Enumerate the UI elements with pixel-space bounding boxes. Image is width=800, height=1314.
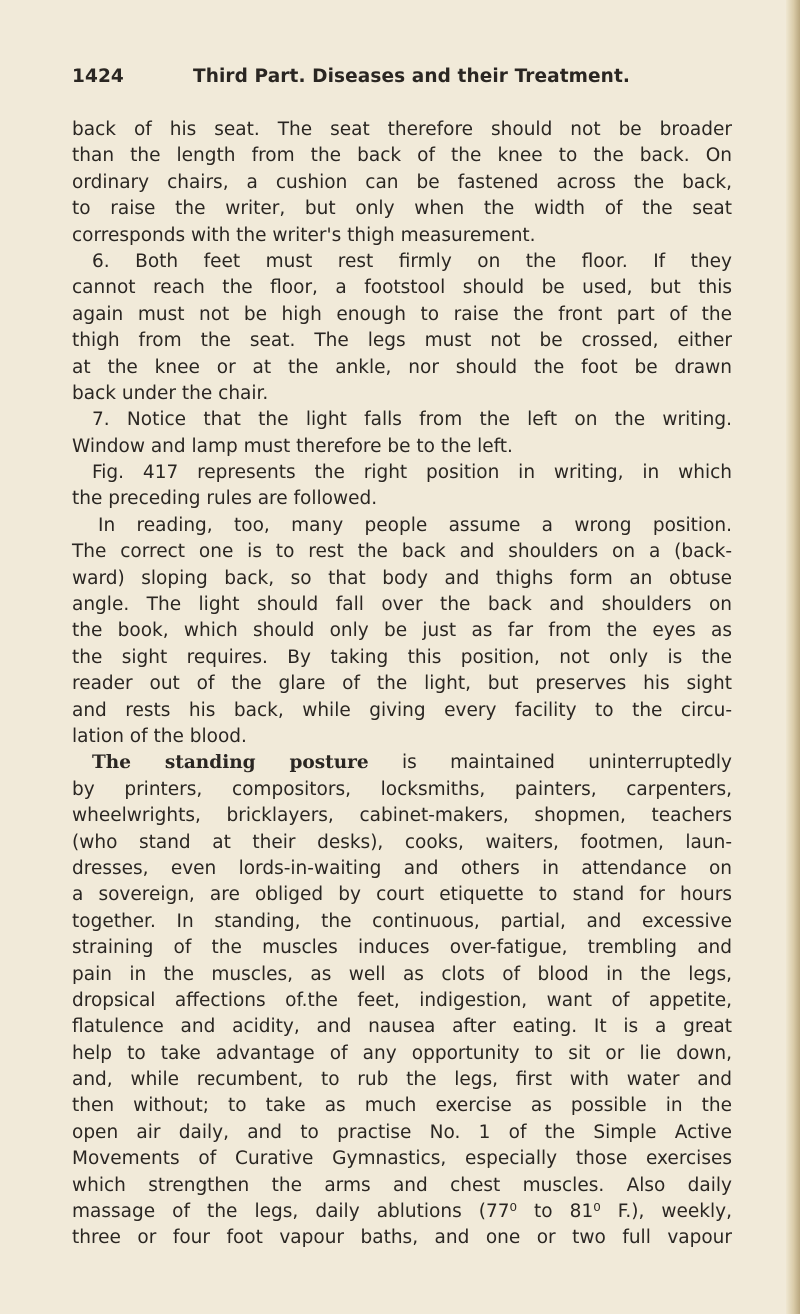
line-text: lation of the blood. [72,725,247,747]
line-text: open air daily, and to practise No. 1 of the Simple Active [72,1121,732,1143]
text-line [72,1173,732,1199]
text-line [72,539,732,565]
text-line [72,328,732,354]
text-line [72,856,732,882]
line-text: thigh from the seat. The legs must not be crossed, either [72,330,732,352]
text-line [72,909,732,935]
line-text: 7. Notice that the light falls from the left on the writing. [92,409,732,431]
page-edge [786,0,800,1314]
line-text: cannot reach the floor, a footstool should be used, but this [72,277,732,299]
text-line [72,1120,732,1146]
text-line [72,698,732,724]
line-text: which strengthen the arms and chest muscles. Also daily [72,1174,732,1196]
run-in-heading: The standing posture [92,752,369,774]
text-line [72,275,732,301]
line-text: wheelwrights, bricklayers, cabinet-makers, shopmen, teachers [72,805,732,827]
line-text: (who stand at their desks), cooks, waiters, footmen, laun- [72,831,732,853]
text-line [72,962,732,988]
line-text: massage of the legs, daily ablutions (77⁰ to 81⁰ F.), weekly, [72,1201,732,1223]
line-text: to raise the writer, but only when the width of the seat [72,198,732,220]
line-text: straining of the muscles induces over-fatigue, trembling and [72,937,732,959]
line-text: than the length from the back of the knee to the back. On [72,145,732,167]
line-text: help to take advantage of any opportunity to sit or lie down, [72,1042,732,1064]
text-line [72,1067,732,1093]
text-line [72,645,732,671]
line-text: the preceding rules are followed. [72,488,378,510]
text-line [72,566,732,592]
line-text: back of his seat. The seat therefore should not be broader [72,119,732,140]
line-text: is maintained uninterruptedly [368,752,733,774]
line-text: three or four foot vapour baths, and one or two full vapour [72,1227,732,1249]
line-text: at the knee or at the ankle, nor should the foot be drawn [72,356,732,378]
text-line [72,302,732,328]
line-text: ward) sloping back, so that body and thighs form an obtuse [72,567,732,589]
text-line [72,117,732,143]
line-text: The correct one is to rest the back and shoulders on a (back- [72,541,732,563]
text-line [72,355,732,381]
line-text: dropsical affections of.the feet, indigestion, want of appetite, [72,989,732,1011]
text-line [72,381,732,407]
text-line [72,434,732,460]
text-line [72,1199,732,1225]
text-line [72,671,732,697]
text-line [72,223,732,249]
line-text: and rests his back, while giving every facility to the circu- [72,699,732,721]
line-text: Window and lamp must therefore be to the left. [72,435,513,457]
line-text: back under the chair. [72,382,269,404]
text-line [72,1146,732,1172]
line-text: the book, which should only be just as far from the eyes as [72,620,732,642]
line-text: flatulence and acidity, and nausea after eating. It is a great [72,1016,732,1038]
line-text: a sovereign, are obliged by court etiquette to stand for hours [72,884,732,906]
text-line [72,777,732,803]
text-line [72,249,732,275]
line-text: and, while recumbent, to rub the legs, first with water and [72,1069,732,1091]
text-line [72,935,732,961]
line-text: reader out of the glare of the light, but preserves his sight [72,673,732,695]
text-line [72,196,732,222]
text-line [72,143,732,169]
text-line [72,1014,732,1040]
line-text: ordinary chairs, a cushion can be fastened across the back, [72,171,732,193]
text-line [72,1093,732,1119]
text-line [72,830,732,856]
line-text: corresponds with the writer's thigh measurement. [72,224,536,246]
text-line [72,1225,732,1251]
body-text [72,117,732,1252]
text-line [72,513,732,539]
text-line [72,170,732,196]
line-text: the sight requires. By taking this position, not only is the [72,646,732,668]
text-line [72,803,732,829]
text-line [72,882,732,908]
line-text: In reading, too, many people assume a wrong position. [98,514,732,536]
line-text: pain in the muscles, as well as clots of blood in the legs, [72,963,732,985]
line-text: Fig. 417 represents the right position in writing, in which [92,462,732,484]
page-number: 1424 [72,66,124,87]
text-line [72,618,732,644]
line-text: Movements of Curative Gymnastics, especially those exercises [72,1148,732,1170]
text-line [72,592,732,618]
line-text: angle. The light should fall over the back and shoulders on [72,594,732,616]
running-header [72,66,732,96]
line-text: together. In standing, the continuous, partial, and excessive [72,910,732,932]
running-title: Third Part. Diseases and their Treatment. [193,66,631,87]
line-text: dresses, even lords-in-waiting and others in attendance on [72,857,732,879]
text-line [72,460,732,486]
text-line [72,750,732,776]
text-line [72,988,732,1014]
line-text: 6. Both feet must rest firmly on the floor. If they [92,250,732,272]
line-text: then without; to take as much exercise as possible in the [72,1095,732,1117]
line-text: again must not be high enough to raise the front part of the [72,303,732,325]
text-line [72,407,732,433]
text-line [72,1041,732,1067]
text-line [72,724,732,750]
line-text: by printers, compositors, locksmiths, painters, carpenters, [72,778,732,800]
text-line [72,486,732,512]
